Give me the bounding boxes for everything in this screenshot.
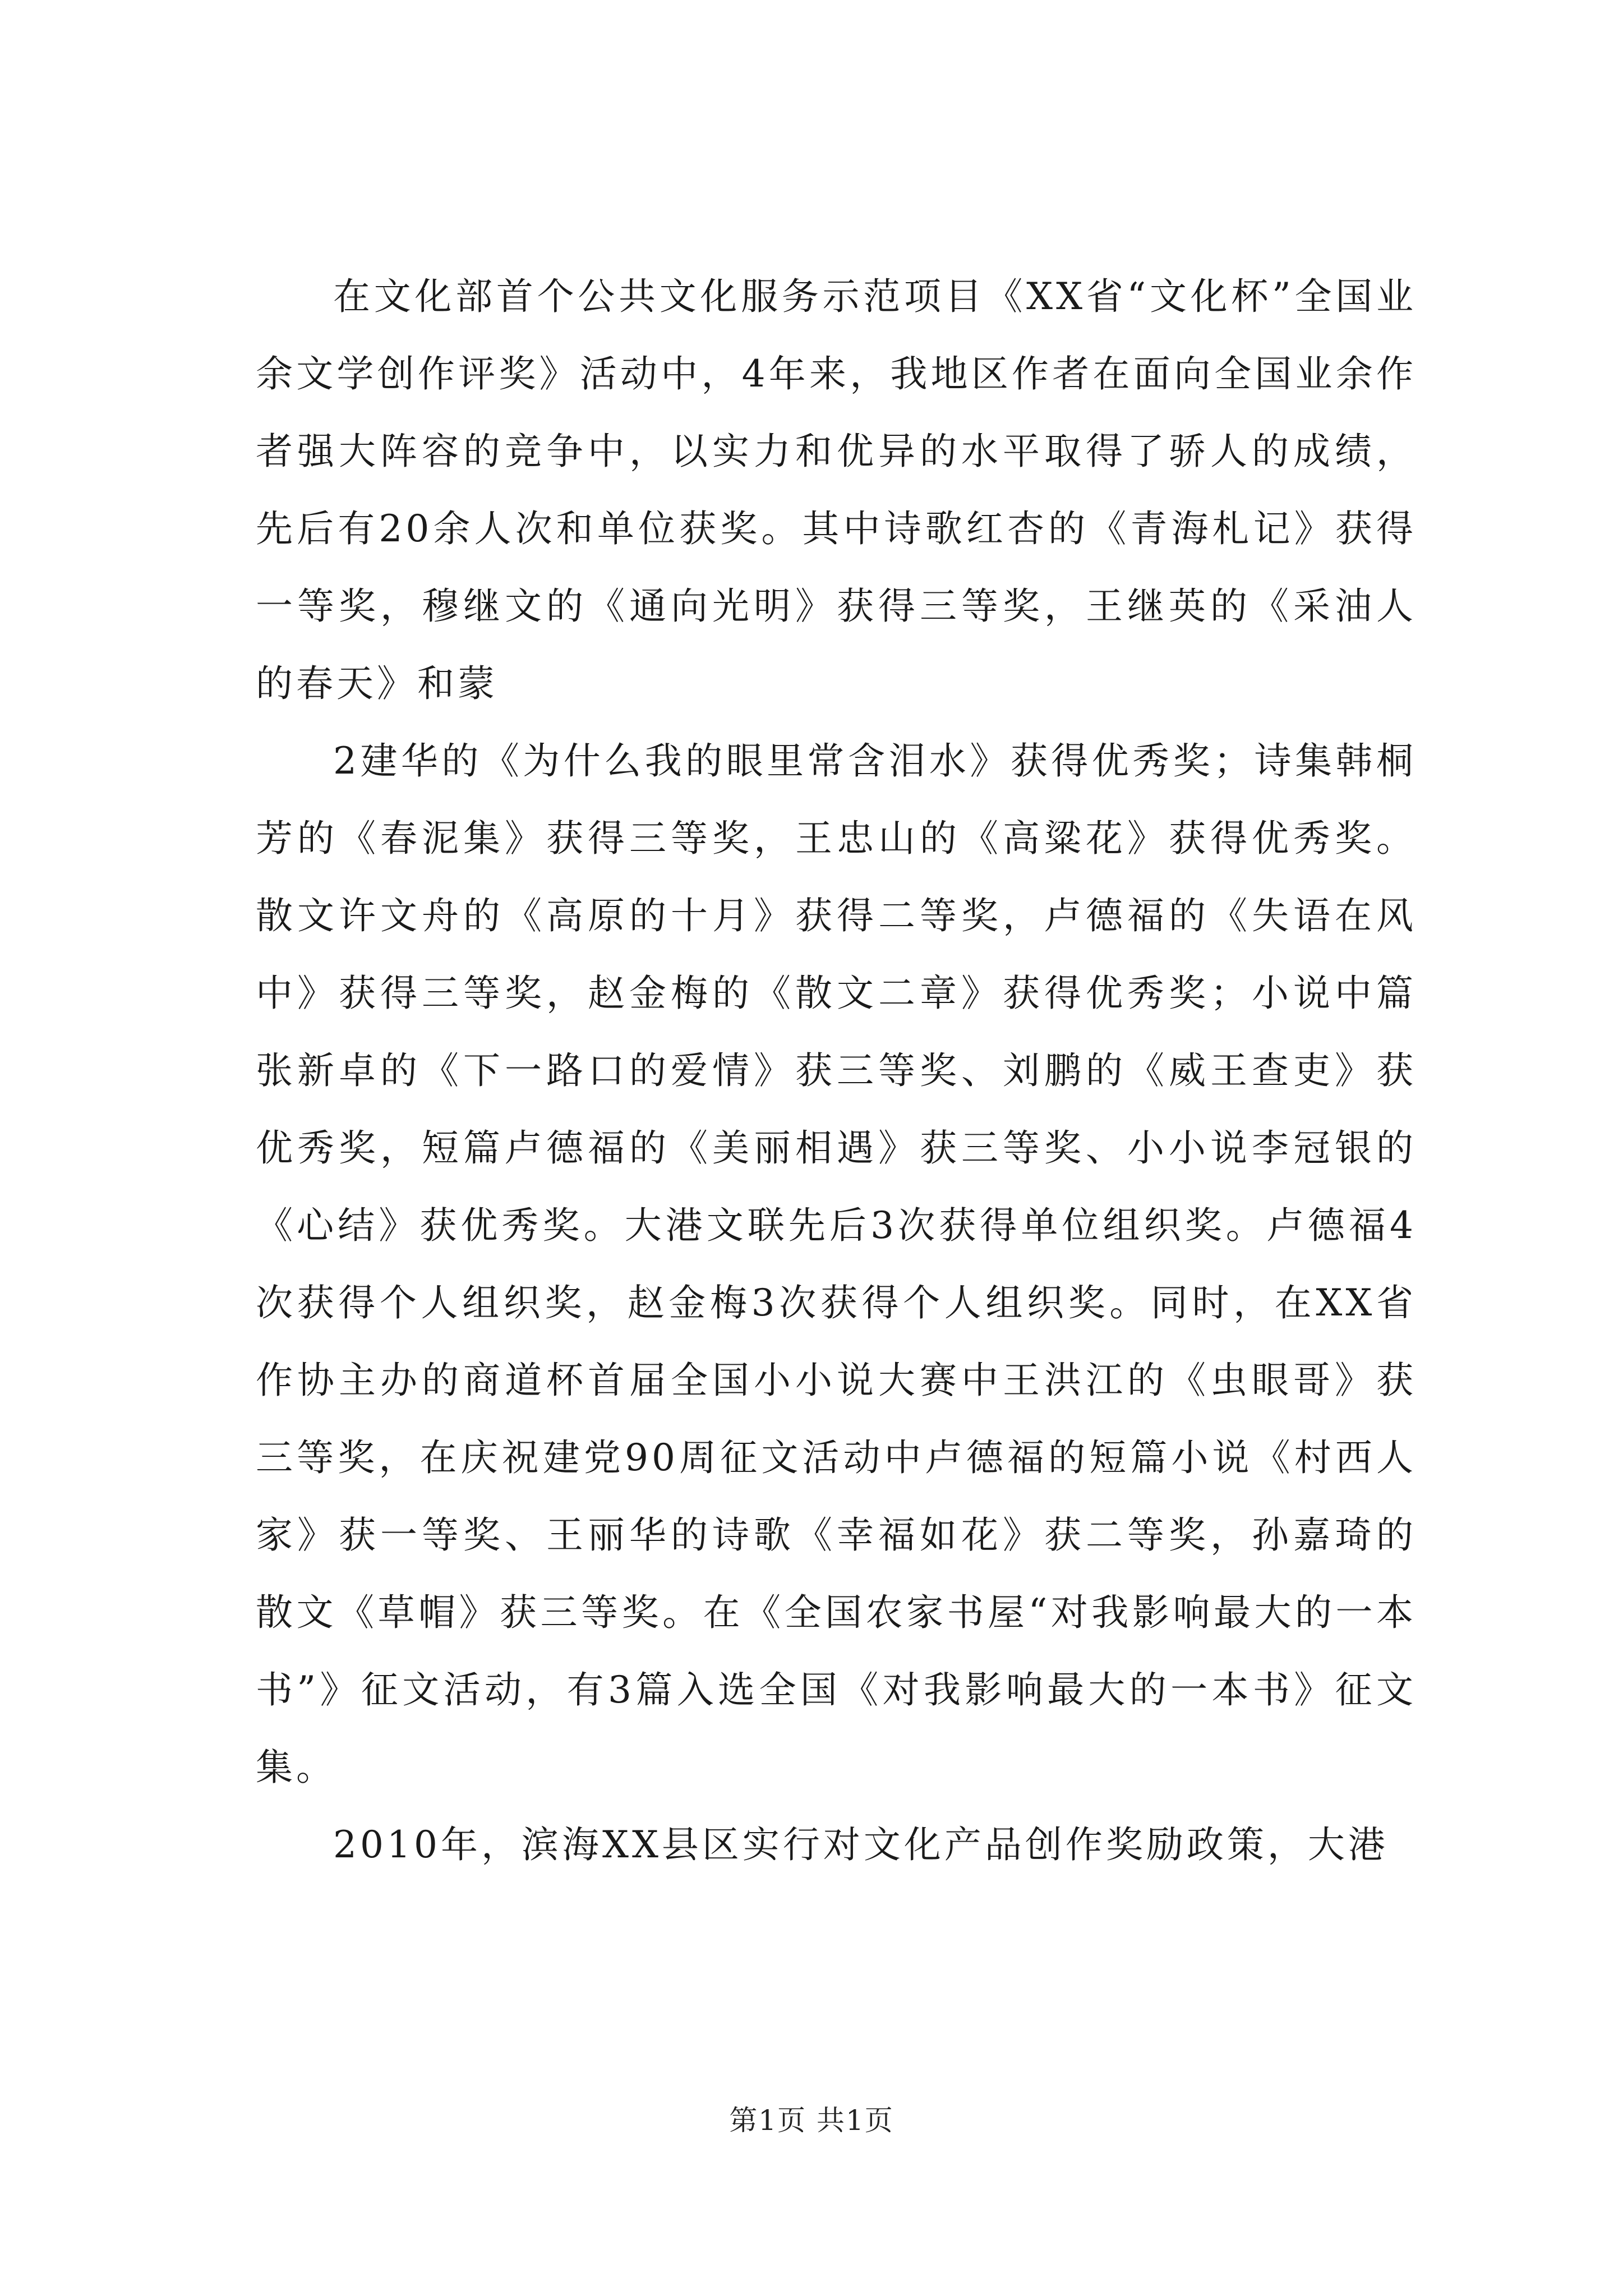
document-body	[256, 258, 1417, 1884]
paragraph-3: 2010年，滨海XX县区实行对文化产品创作奖励政策，大港	[333, 1823, 1389, 1866]
paragraph-1: 在文化部首个公共文化服务示范项目《XX省“文化杯”全国业余文学创作评奖》活动中，4年来，我地区作者在面向全国业余作者强大阵容的竞争中，以实力和优异的水平取得了骄人的成绩，先后有20余人次和单位获奖。其中诗歌红杏的《青海札记》获得一等奖，穆继文的《通向光明》获得三等奖，王继英的《采油人的春天》和蒙	[256, 275, 1417, 705]
paragraph-2: 2建华的《为什么我的眼里常含泪水》获得优秀奖；诗集韩桐芳的《春泥集》获得三等奖，王忠山的《高粱花》获得优秀奖。散文许文舟的《高原的十月》获得二等奖，卢德福的《失语在风中》获得三等奖，赵金梅的《散文二章》获得优秀奖；小说中篇张新卓的《下一路口的爱情》获三等奖、刘鹏的《威王查吏》获优秀奖，短篇卢德福的《美丽相遇》获三等奖、小小说李冠银的《心结》获优秀奖。大港文联先后3次获得单位组织奖。卢德福4次获得个人组织奖，赵金梅3次获得个人组织奖。同时，在XX省作协主办的商道杯首届全国小小说大赛中王洪江的《虫眼哥》获三等奖，在庆祝建党90周征文活动中卢德福的短篇小说《村西人家》获一等奖、王丽华的诗歌《幸福如花》获二等奖，孙嘉琦的散文《草帽》获三等奖。在《全国农家书屋“对我影响最大的一本书”》征文活动，有3篇入选全国《对我影响最大的一本书》征文集。	[256, 739, 1417, 1789]
page-footer: 第1页 共1页	[729, 2104, 894, 2137]
